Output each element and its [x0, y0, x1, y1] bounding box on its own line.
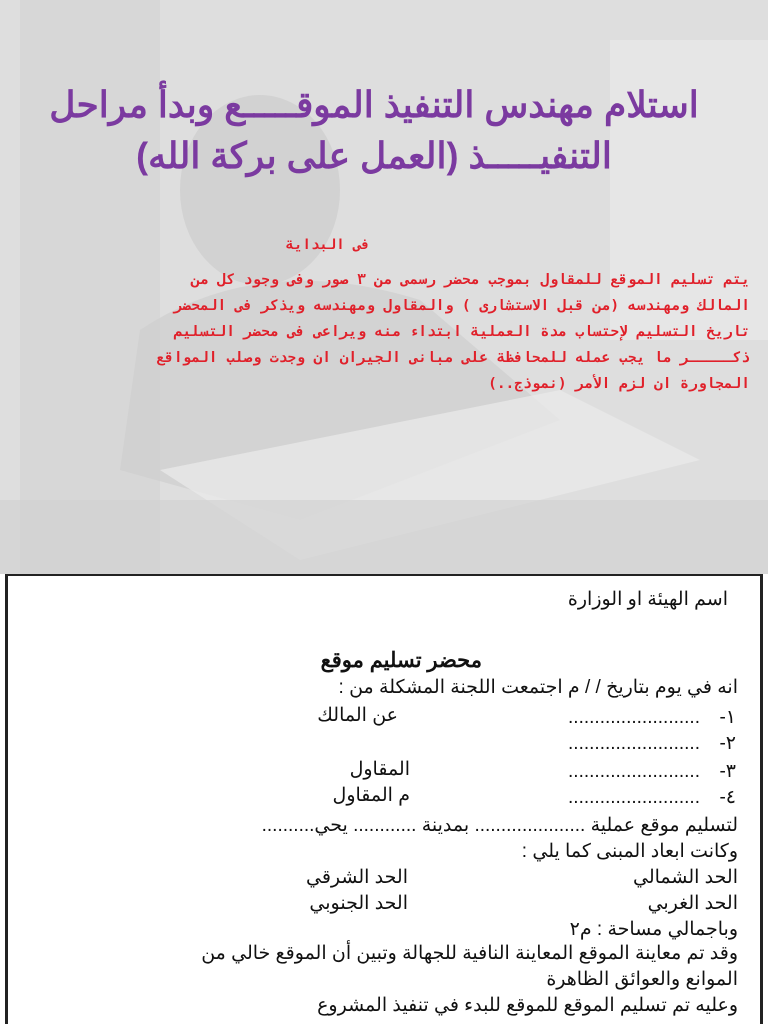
area-line: وباجمالي مساحة : م٢: [569, 919, 738, 940]
handover-form: [0, 574, 768, 1024]
final-line: وعليه تم تسليم الموقع للموقع للبدء في تنفيذ المشروع: [317, 995, 738, 1016]
paragraph-line-5: المجاورة ان لزم الأمر (نموذج..): [488, 376, 750, 392]
form-border-right: [760, 574, 763, 1024]
form-border-top: [5, 574, 763, 576]
org-name: اسم الهيئة او الوزارة: [567, 589, 728, 610]
form-title: محضر تسليم موقع: [320, 649, 482, 672]
inspection-line-2: الموانع والعوائق الظاهرة: [546, 969, 738, 990]
paragraph-line-1: يتم تسليم الموقع للمقاول بموجب محضر رسمى من ٣ صور وفى وجود كل من: [191, 272, 750, 288]
member-3-dots: .........................: [568, 761, 700, 782]
section-heading: فى البداية: [285, 237, 370, 253]
slide-title-line-2: التنفيـــــذ (العمل على بركة الله): [136, 135, 612, 176]
form-border-left: [5, 574, 8, 1024]
dimensions-intro: وكانت ابعاد المبنى كما يلي :: [521, 841, 738, 862]
paragraph-line-4: ذكـــــر ما يجب عمله للمحافظة على مبانى الجيران ان وجدت وصلب المواقع: [156, 350, 750, 366]
member-2-number: ٢-: [719, 733, 736, 754]
north-boundary: الحد الشمالي: [632, 867, 738, 888]
slide-title-line-1: استلام مهندس التنفيذ الموقـــــع وبدأ مراحل: [49, 84, 699, 125]
member-1-role: عن المالك: [317, 705, 398, 726]
south-boundary: الحد الجنوبي: [309, 893, 408, 914]
member-2-dots: .........................: [568, 733, 700, 754]
handover-line: لتسليم موقع عملية ..................... بمدينة ............ يحي..........: [261, 815, 738, 836]
member-4-dots: .........................: [568, 787, 700, 808]
member-4-number: ٤-: [719, 787, 736, 808]
member-1-number: ١-: [719, 707, 736, 728]
intro-line: انه في يوم بتاريخ / / م اجتمعت اللجنة المشكلة من :: [338, 677, 738, 698]
paragraph-line-3: تاريخ التسليم لإحتساب مدة العملية ابتداء منه ويراعى فى محضر التسليم: [173, 324, 750, 340]
member-3-role: المقاول: [349, 759, 410, 780]
west-boundary: الحد الغربي: [647, 893, 738, 914]
paragraph-line-2: المالك ومهندسه (من قبل الاستشارى ) والمقاول ومهندسه ويذكر فى المحضر: [173, 298, 750, 314]
member-4-role: م المقاول: [332, 785, 410, 806]
inspection-line-1: وقد تم معاينة الموقع المعاينة النافية للجهالة وتبين أن الموقع خالي من: [201, 943, 738, 964]
east-boundary: الحد الشرقي: [305, 867, 408, 888]
member-3-number: ٣-: [719, 761, 736, 782]
member-1-dots: .........................: [568, 707, 700, 728]
